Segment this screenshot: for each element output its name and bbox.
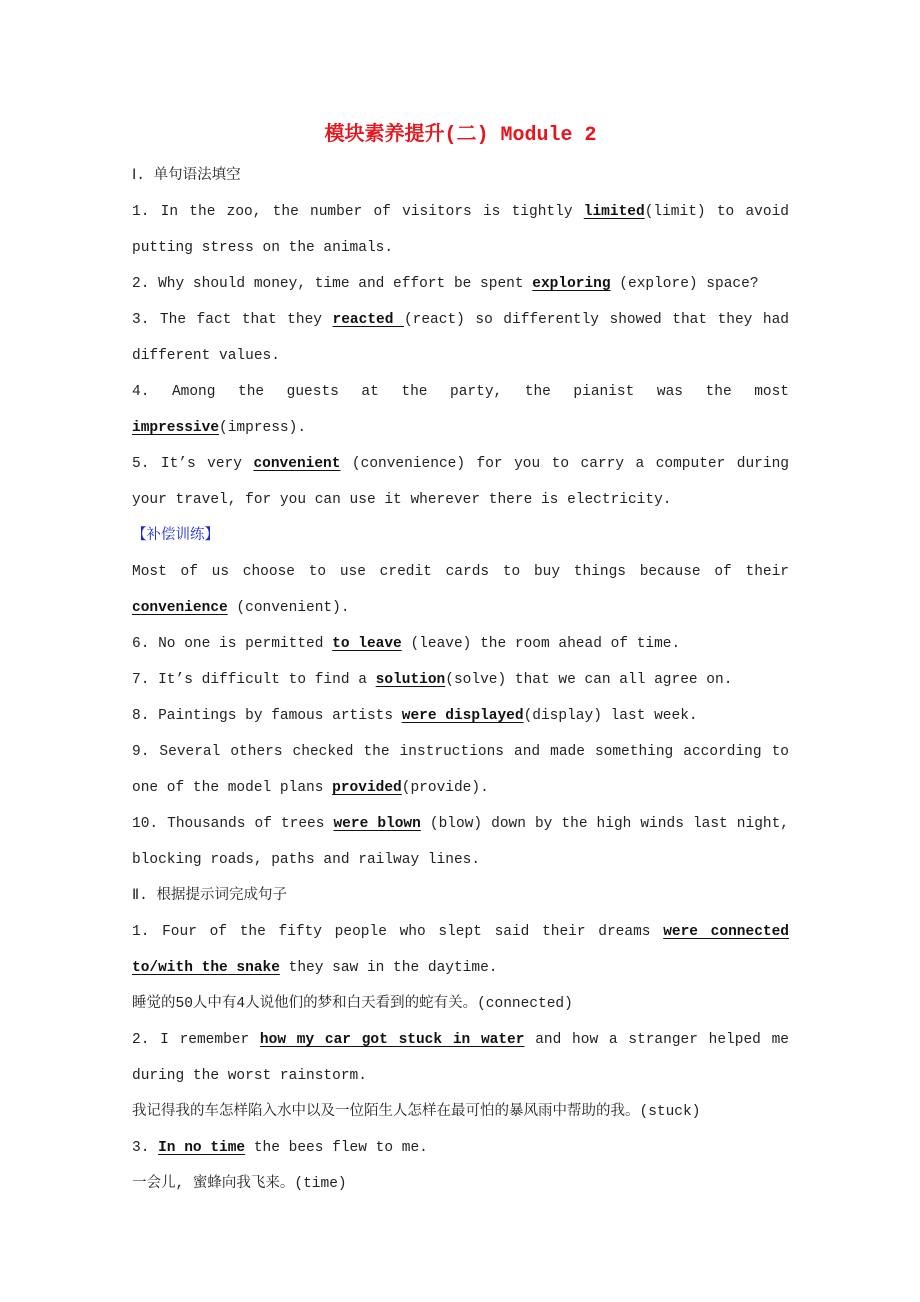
answer: to leave (332, 636, 402, 652)
answer: provided (332, 780, 402, 796)
question-text: (blow) down by the high winds last night, blocking roads, paths and railway lines. (132, 816, 789, 868)
question-1 (132, 194, 789, 266)
question-text: 4. Among the guests at the party, the pianist was the most (132, 384, 789, 400)
page-title: 模块素养提升(二) Module 2 (324, 124, 597, 147)
question-text: 8. Paintings by famous artists (132, 708, 402, 724)
extra-question (132, 554, 789, 626)
answer: solution (375, 672, 446, 688)
answer: limited (583, 204, 645, 220)
answer: In no time (158, 1140, 246, 1156)
question-text: 6. No one is permitted (132, 636, 333, 652)
question-text: and how a stranger helped me during the worst rainstorm. (132, 1032, 790, 1084)
translation-1: 睡觉的50人中有4人说他们的梦和白天看到的蛇有关。(connected) (132, 996, 573, 1012)
question-text: the bees flew to me. (245, 1140, 428, 1156)
answer: how my car got stuck in water (259, 1032, 525, 1048)
answer: reacted (332, 312, 404, 328)
extra-training-label: 【补偿训练】 (132, 528, 219, 544)
section-heading: Ⅰ. 单句语法填空 (132, 168, 241, 184)
question-9 (132, 734, 789, 806)
answer: were displayed (401, 708, 524, 724)
question-text: Most of us choose to use credit cards to buy things because of their (132, 564, 789, 580)
question-text: (impress). (219, 420, 307, 436)
question-text: (display) last week. (523, 708, 698, 724)
sentence-2 (132, 1022, 789, 1094)
question-text: 9. Several others checked the instructions and made something according to one of the model plans (132, 744, 789, 796)
question-text: 7. It’s difficult to find a (132, 672, 376, 688)
question-text: (convenience) for you to carry a computer during your travel, for you can use it wherever there is electricity. (132, 456, 789, 508)
question-7 (132, 662, 789, 698)
section-heading: Ⅱ. 根据提示词完成句子 (132, 888, 288, 904)
question-text: 10. Thousands of trees (132, 816, 334, 832)
question-text: 1. In the zoo, the number of visitors is tightly (132, 204, 584, 220)
question-3 (132, 302, 789, 374)
question-text: (provide). (401, 780, 489, 796)
question-8 (132, 698, 789, 734)
sentence-3 (132, 1130, 789, 1166)
question-5 (132, 446, 789, 518)
question-text: 3. (132, 1140, 159, 1156)
question-text: 2. Why should money, time and effort be spent (132, 276, 533, 292)
question-text: (react) so differently showed that they had different values. (132, 312, 789, 364)
question-text: (solve) that we can all agree on. (445, 672, 733, 688)
question-6 (132, 626, 789, 662)
answer: convenient (253, 456, 341, 472)
question-text: they saw in the daytime. (279, 960, 498, 976)
question-text: 5. It’s very (132, 456, 254, 472)
question-text: (leave) the room ahead of time. (401, 636, 681, 652)
question-text: (explore) space? (610, 276, 759, 292)
question-text: (limit) to avoid putting stress on the animals. (132, 204, 789, 256)
answer: convenience (132, 600, 228, 616)
answer: impressive (132, 420, 220, 436)
question-text: 2. I remember (132, 1032, 260, 1048)
question-10 (132, 806, 789, 878)
translation-3: 一会儿, 蜜蜂向我飞来。(time) (132, 1176, 347, 1192)
document-page (132, 118, 789, 1202)
answer: were connected to/with the snake (132, 924, 789, 976)
question-2 (132, 266, 789, 302)
question-text: (convenient). (227, 600, 350, 616)
question-text: 1. Four of the fifty people who slept said their dreams (132, 924, 664, 940)
answer: exploring (532, 276, 611, 292)
answer: were blown (333, 816, 421, 832)
question-4 (132, 374, 789, 446)
question-text: 3. The fact that they (132, 312, 333, 328)
sentence-1 (132, 914, 789, 986)
translation-2: 我记得我的车怎样陷入水中以及一位陌生人怎样在最可怕的暴风雨中帮助的我。(stuck) (132, 1104, 701, 1120)
